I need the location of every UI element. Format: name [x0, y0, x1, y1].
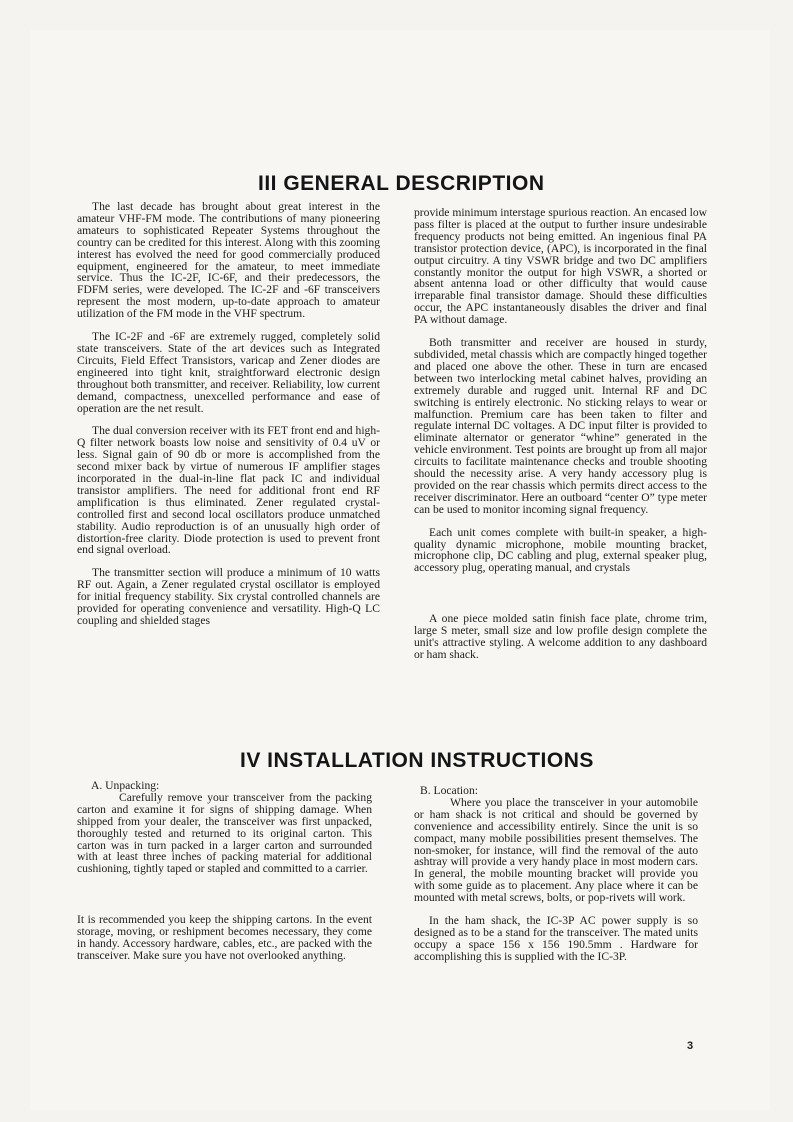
paragraph: The dual conversion receiver with its FET front end and high-Q filter network boasts low noise and sensitivity of 0.4 uV or less. Signal gain of 90 db or more is accomplished from the second mixer back by virtue of numerous IF amplifier stages incorporated in the dual-in-line flat pack IC and individual transistor amplifiers. The need for additional front end RF amplification is thus eliminated. Zener regulated crystal-controlled first and second local oscillators produce unmatched stability. Audio reproduction is of an unusually high order of distortion-free clarity. Diode protection is used to prevent front end signal overload.	[77, 424, 380, 557]
paragraph: The last decade has brought about great interest in the amateur VHF-FM mode. The contributions of many pioneering amateurs to sophisticated Repeater Systems throughout the country can be credited for this interest. Along with this zooming interest has evolved the need for good commercially produced equipment, engineered for the amateur, to meet immediate service. Thus the IC-2F, IC-6F, and their predecessors, the FDFM series, were developed. The IC-2F and -6F transceivers represent the most modern, up-to-date approach to amateur utilization of the FM mode in the VHF spectrum.	[77, 200, 380, 321]
installation-left-column	[77, 780, 372, 973]
general-description-right-column	[414, 207, 707, 672]
paragraph: The IC-2F and -6F are extremely rugged, completely solid state transceivers. State of the art devices such as Integrated Circuits, Field Effect Transistors, varicap and Zener diodes are engineered into tight knit, straightforward electronic design throughout both transmitter, and receiver. Reliability, low current demand, compactness, unexcelled performance and ease of operation are the net result.	[77, 330, 380, 415]
paragraph: The transmitter section will produce a minimum of 10 watts RF out. Again, a Zener regulated crystal oscillator is employed for initial frequency stability. Six crystal controlled channels are provided for operating convenience and versatility. High-Q LC coupling and shielded stages	[77, 566, 380, 627]
section-title-general-description: III GENERAL DESCRIPTION	[258, 172, 545, 195]
page-number: 3	[687, 1040, 694, 1052]
paragraph: In the ham shack, the IC-3P AC power supply is so designed as to be a stand for the transceiver. The mated units occupy a space 156 x 156 190.5mm . Hardware for accomplishing this is supplied with the IC-3P.	[414, 914, 698, 963]
unpacking-heading: A. Unpacking:	[91, 779, 160, 792]
paragraph: Both transmitter and receiver are housed in sturdy, subdivided, metal chassis which are compactly hinged together and placed one above the other. These in turn are encased between two interlocking metal cabinet halves, providing an extremely durable and rugged unit. Internal RF and DC switching is entirely electronic. No sticking relays to wear or malfunction. Premium care has been taken to filter and regulate internal DC voltages. A DC input filter is provided to eliminate alternator or generator “whine” generated in the vehicle environment. Test points are brought up from all major circuits to facilitate maintenance checks and trouble shooting should the necessity arise. A very handy accessory plug is provided on the rear chassis which permits direct access to the receiver discriminator. Here an outboard “center O” type meter can be used to monitor incoming signal frequency.	[414, 336, 707, 516]
paragraph: A one piece molded satin finish face plate, chrome trim, large S meter, small size and low profile design complete the unit's attractive styling. A welcome addition to any dashboard or ham shack.	[414, 612, 707, 661]
paragraph: provide minimum interstage spurious reaction. An encased low pass filter is placed at the output to further insure undesirable frequency products not being emitted. An ingenious final PA transistor protection device, (APC), is incorporated in the final output circuitry. A tiny VSWR bridge and two DC amplifiers constantly monitor the output for high VSWR, a shorted or absent antenna load or other difficulty that would cause irreparable final transistor damage. Should these difficulties occur, the APC instantaneously disables the driver and final PA without damage.	[414, 206, 707, 327]
paragraph: Carefully remove your transceiver from the packing carton and examine it for signs of shipping damage. When shipped from your dealer, the transceiver was first unpacked, thoroughly tested and returned to its original carton. This carton was in turn packed in a larger carton and surrounded with at least three inches of packing material for additional cushioning, tightly taped or stapled and committed to a carrier.	[77, 790, 372, 876]
paragraph: It is recommended you keep the shipping cartons. In the event storage, moving, or reshipment becomes necessary, they come in handy. Accessory hardware, cables, etc., are packed with the transceiver. Make sure you have not overlooked anything.	[77, 913, 372, 962]
installation-right-column	[414, 785, 698, 974]
location-heading: B. Location:	[420, 784, 478, 797]
section-title-installation: IV INSTALLATION INSTRUCTIONS	[240, 749, 594, 772]
paragraph: Each unit comes complete with built-in speaker, a high-quality dynamic microphone, mobile mounting bracket, microphone clip, DC cabling and plug, external speaker plug, accessory plug, operating manual, and crystals	[414, 525, 707, 575]
paragraph: Where you place the transceiver in your automobile or ham shack is not critical and should be governed by convenience and accessibility entirely. Since the unit is so compact, many mobile possibilities present themselves. The non-smoker, for instance, will find the removal of the auto ashtray will provide a very handy place in most modern cars. In general, the mobile mounting bracket will provide you with some guide as to placement. Any place where it can be mounted with metal screws, bolts, or pop-rivets will work.	[414, 795, 698, 905]
general-description-left-column	[77, 201, 380, 638]
